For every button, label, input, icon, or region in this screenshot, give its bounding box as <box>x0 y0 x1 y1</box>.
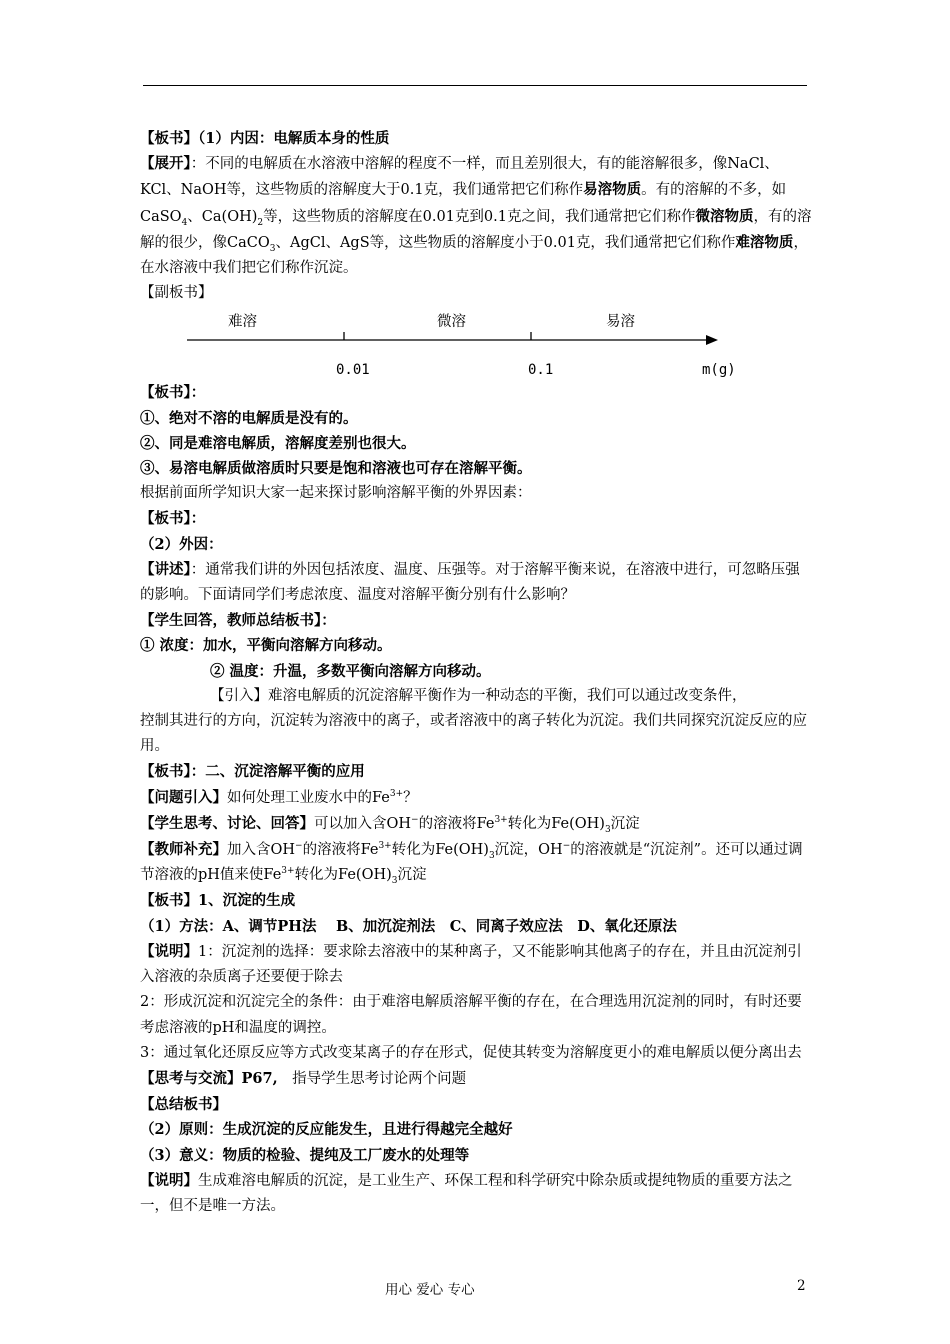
subscript: 3 <box>269 243 276 254</box>
footer-slogan: 用心 爱心 专心 <box>385 1282 475 1298</box>
final-text: 生成难溶电解质的沉淀，是工业生产、环保工程和科学研究中除杂质或提纯物质的重要方法之一，但不是唯一方法。 <box>140 1172 793 1214</box>
student-answer-heading: 【学生回答，教师总结板书】： <box>140 612 336 630</box>
discussion-text-4: 沉淀 <box>610 815 640 832</box>
tick-label-01: 0.1 <box>528 362 554 379</box>
supplement-text-6: 转化为Fe(OH) <box>294 867 392 884</box>
think-label: 【思考与交流】P67, <box>140 1069 278 1087</box>
unit-label: m(g) <box>702 362 736 379</box>
supplement-text-7: 沉淀 <box>397 867 427 884</box>
subscript: 3 <box>604 824 611 835</box>
subscript: 3 <box>488 850 495 861</box>
discussion-label: 【学生思考、讨论、回答】 <box>140 814 314 832</box>
supplement-text-1: 加入含OH <box>227 842 296 859</box>
point-2: ②、同是难溶电解质，溶解度差别也很大。 <box>140 434 416 452</box>
expand-text-7: ，在水溶液中我们把它们称作沉淀。 <box>140 234 808 277</box>
expand-text-6: 、AgCl、AgS等，这些物质的溶解度小于0.01克，我们通常把它们称作 <box>275 234 736 251</box>
student-discussion <box>140 811 812 837</box>
supplement-text-3: 转化为Fe(OH) <box>391 842 489 859</box>
section-heading-precipitation: 【板书】1、沉淀的生成 <box>140 892 296 910</box>
factor-temperature: ② 温度：升温，多数平衡向溶解方向移动。 <box>210 662 491 680</box>
page-number: 2 <box>797 1278 806 1294</box>
term-insoluble: 难溶物质 <box>735 233 794 251</box>
final-label: 【说明】 <box>140 1171 198 1189</box>
superscript: 3+ <box>281 866 295 877</box>
question-mark: ？ <box>403 789 418 806</box>
subscript: 2 <box>257 217 264 228</box>
think-text: 指导学生思考讨论两个问题 <box>277 1070 467 1087</box>
scale-axis <box>140 308 740 358</box>
explanation-label: 【说明】 <box>140 942 198 960</box>
superscript: − <box>411 815 419 826</box>
subscript: 3 <box>391 876 398 887</box>
term-slightly-soluble: 微溶物质 <box>695 207 754 225</box>
superscript: 3+ <box>378 841 392 852</box>
point-3: ③、易溶电解质做溶质时只要是饱和溶液也可存在溶解平衡。 <box>140 460 532 478</box>
methods-line: （1）方法：A、调节PH法 B、加沉淀剂法 C、同离子效应法 D、氧化还原法 <box>140 917 677 935</box>
supplement-label: 【教师补充】 <box>140 841 227 859</box>
explanation-2: 2：形成沉淀和沉淀完全的条件：由于难溶电解质溶解平衡的存在，在合理选用沉淀剂的同时，有时还要考虑溶液的pH和温度的调控。 <box>140 994 802 1036</box>
section-heading-applications: 【板书】：二、沉淀溶解平衡的应用 <box>140 763 365 781</box>
narration-paragraph <box>140 557 812 608</box>
question-label: 【问题引入】 <box>140 788 227 806</box>
question-text: 如何处理工业废水中的Fe <box>227 789 390 806</box>
question-intro <box>140 785 812 811</box>
explanation-1 <box>140 939 812 990</box>
narration-text: ：通常我们讲的外因包括浓度、温度、压强等。对于溶解平衡来说，在溶液中进行，可忽略压强的影响。下面请同学们考虑浓度、温度对溶解平衡分别有什么影响？ <box>140 561 800 604</box>
superscript: − <box>562 841 571 852</box>
intro-line: 【引入】难溶电解质的沉淀溶解平衡作为一种动态的平衡，我们可以通过改变条件， <box>210 687 747 704</box>
narration-label: 【讲述】 <box>140 560 191 578</box>
explanation-text-1: 1：沉淀剂的选择：要求除去溶液中的某种离子，又不能影响其他离子的存在，并且由沉淀剂引入溶液的杂质离子还要便于除去 <box>140 943 802 986</box>
board-note: 【板书】： <box>140 384 206 402</box>
superscript: − <box>295 841 303 852</box>
superscript: 3+ <box>494 815 508 826</box>
external-factors-heading: （2）外因： <box>140 535 223 553</box>
document-body <box>140 126 812 1219</box>
discussion-text-3: 转化为Fe(OH) <box>507 815 605 832</box>
label-slightly-soluble: 微溶 <box>437 314 466 331</box>
discussion-text-1: 可以加入含OH <box>314 815 412 832</box>
supplement-text-5: 的溶液就是“沉淀剂”。还可以通过调节溶液的pH值来使Fe <box>140 842 803 884</box>
intro-continued: 控制其进行的方向，沉淀转为溶液中的离子，或者溶液中的离子转化为沉淀。我们共同探究沉淀反应的应用。 <box>140 713 807 755</box>
solubility-scale-diagram <box>140 308 812 380</box>
header-rule <box>143 85 807 86</box>
expand-text-1: ：不同的电解质在水溶液中溶解的程度不一样，而且差别很大，有的能溶解很多，像NaCl、KCl、NaOH等，这些物质的溶解度大于0.1克，我们通常把它们称作 <box>140 156 779 199</box>
board-note-internal: 【板书】（1）内因：电解质本身的性质 <box>140 130 390 147</box>
summary-heading: 【总结板书】 <box>140 1096 227 1114</box>
sub-board-note: 【副板书】 <box>140 285 213 302</box>
think-and-discuss <box>140 1066 812 1092</box>
supplement-text-4: 沉淀，OH <box>494 842 563 859</box>
expand-text-2: 。有的溶解的不多，如CaSO <box>140 182 787 225</box>
transition-text: 根据前面所学知识大家一起来探讨影响溶解平衡的外界因素： <box>140 485 532 502</box>
point-1: ①、绝对不溶的电解质是没有的。 <box>140 409 358 427</box>
principle-line: （2）原则：生成沉淀的反应能发生，且进行得越完全越好 <box>140 1121 513 1139</box>
tick-label-001: 0.01 <box>336 362 370 379</box>
expand-text-3: 、Ca(OH) <box>187 208 258 225</box>
discussion-text-2: 的溶液将Fe <box>418 815 495 832</box>
subscript: 4 <box>181 217 188 228</box>
supplement-text-2: 的溶液将Fe <box>302 842 379 859</box>
arrow-head-icon <box>706 335 718 345</box>
expand-label: 【展开】 <box>140 155 191 173</box>
explanation-3: 3：通过氧化还原反应等方式改变某离子的存在形式，促使其转变为溶解度更小的难电解质以便分离出去 <box>140 1044 802 1061</box>
board-note: 【板书】： <box>140 510 206 528</box>
expand-text-4: 等，这些物质的溶解度在0.01克到0.1克之间，我们通常把它们称作 <box>263 208 696 225</box>
expand-paragraph <box>140 151 812 281</box>
label-soluble: 易溶 <box>606 314 635 331</box>
final-explanation <box>140 1168 812 1219</box>
expand-text-5: ，有的溶解的很少，像CaCO <box>140 208 812 251</box>
label-insoluble: 难溶 <box>228 314 257 331</box>
significance-line: （3）意义：物质的检验、提纯及工厂废水的处理等 <box>140 1146 470 1164</box>
factor-concentration: ① 浓度：加水，平衡向溶解方向移动。 <box>140 637 392 655</box>
superscript: 3+ <box>389 788 404 799</box>
teacher-supplement <box>140 837 812 888</box>
term-soluble: 易溶物质 <box>583 181 642 199</box>
